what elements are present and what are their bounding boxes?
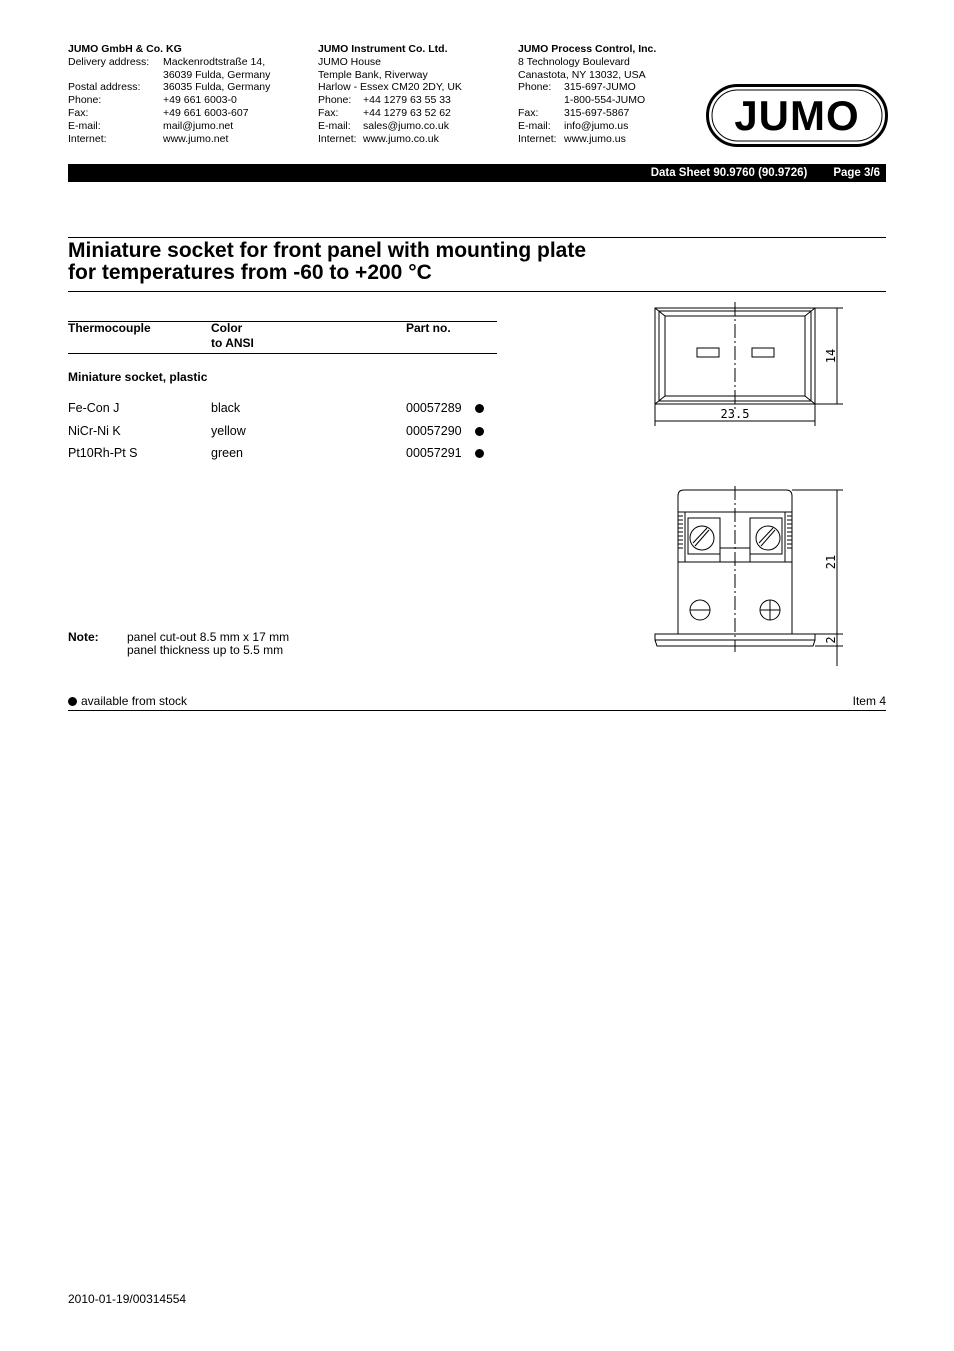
address-value: Temple Bank, Riverway xyxy=(318,68,428,81)
cell-thermocouple: NiCr-Ni K xyxy=(68,424,121,438)
dim-height-side-label: 21 xyxy=(824,554,838,570)
company-name: JUMO Instrument Co. Ltd. xyxy=(318,43,448,55)
cell-thermocouple: Fe-Con J xyxy=(68,401,120,415)
title-line-1: Miniature socket for front panel with mounting plate xyxy=(68,239,587,262)
address-label: E-mail: xyxy=(68,119,101,132)
note-line-1: panel cut-out 8.5 mm x 17 mm xyxy=(127,630,290,644)
address-label: Phone: xyxy=(318,94,352,107)
address-value: 36035 Fulda, Germany xyxy=(163,81,271,94)
address-value: info@jumo.us xyxy=(564,119,629,132)
address-label: Fax: xyxy=(68,106,89,119)
header-color-line-2: to ANSI xyxy=(211,336,254,350)
datasheet-bar xyxy=(68,164,886,182)
note-text xyxy=(127,631,289,656)
header-color xyxy=(211,321,254,351)
address-value: mail@jumo.net xyxy=(163,119,234,132)
cell-part-no: 00057291 xyxy=(406,446,462,460)
stock-legend-dot xyxy=(68,697,77,706)
address-value: +44 1279 63 55 33 xyxy=(363,94,451,107)
address-value: 36039 Fulda, Germany xyxy=(163,68,271,81)
address-label: E-mail: xyxy=(318,119,351,132)
cell-color: black xyxy=(211,401,241,415)
footer-rule xyxy=(68,710,886,711)
company-name: JUMO Process Control, Inc. xyxy=(518,43,657,55)
dim-width-label: 23.5 xyxy=(720,407,750,421)
address-value: sales@jumo.co.uk xyxy=(363,119,449,132)
address-value: www.jumo.net xyxy=(163,132,229,145)
address-label: E-mail: xyxy=(518,119,551,132)
item-number: Item 4 xyxy=(852,694,886,708)
logo-text: JUMO xyxy=(734,92,860,139)
company-name: JUMO GmbH & Co. KG xyxy=(68,43,182,55)
address-value: +44 1279 63 52 62 xyxy=(363,106,451,119)
address-label: Internet: xyxy=(68,132,107,145)
address-value: 315-697-5867 xyxy=(564,106,630,119)
cell-part-no: 00057290 xyxy=(406,424,462,438)
address-label: Fax: xyxy=(318,106,339,119)
title-rule-top xyxy=(68,237,886,238)
jumo-logo xyxy=(706,84,888,147)
address-value: 315-697-JUMO xyxy=(564,81,636,94)
title-line-2: for temperatures from -60 to +200 °C xyxy=(68,261,432,284)
note-line-2: panel thickness up to 5.5 mm xyxy=(127,642,284,657)
cell-part-no: 00057289 xyxy=(406,401,462,415)
stock-dot xyxy=(475,427,484,436)
address-value: www.jumo.co.uk xyxy=(363,132,439,145)
address-value: +49 661 6003-607 xyxy=(163,106,249,119)
address-value: www.jumo.us xyxy=(564,132,626,145)
page-title xyxy=(68,240,586,284)
address-label: Phone: xyxy=(518,81,552,94)
address-value: 1-800-554-JUMO xyxy=(564,94,646,107)
address-value: JUMO House xyxy=(318,55,382,68)
address-label: Internet: xyxy=(318,132,357,145)
address-value: 8 Technology Boulevard xyxy=(518,55,630,68)
dim-height-front-label: 14 xyxy=(824,348,838,364)
cell-color: green xyxy=(211,446,243,460)
address-block-usa xyxy=(518,43,656,145)
address-label: Fax: xyxy=(518,106,539,119)
header-thermocouple: Thermocouple xyxy=(68,321,151,335)
cell-color: yellow xyxy=(211,424,246,438)
address-label: Internet: xyxy=(518,132,557,145)
stock-dot xyxy=(475,449,484,458)
header-part-no: Part no. xyxy=(406,321,451,335)
note-label: Note: xyxy=(68,630,99,644)
cell-thermocouple: Pt10Rh-Pt S xyxy=(68,446,138,460)
address-label: Phone: xyxy=(68,94,102,107)
address-label xyxy=(518,94,564,107)
dim-plate-label: 2 xyxy=(824,636,838,644)
address-block-uk xyxy=(318,43,462,145)
address-value: Harlow - Essex CM20 2DY, UK xyxy=(318,81,462,94)
address-block-germany xyxy=(68,43,270,145)
page-number: Page 3/6 xyxy=(833,167,880,179)
address-label: Postal address: xyxy=(68,81,141,94)
side-view-drawing xyxy=(645,482,850,672)
stock-dot xyxy=(475,404,484,413)
title-rule-bottom xyxy=(68,291,886,292)
datasheet-number: Data Sheet 90.9760 (90.9726) xyxy=(650,167,808,179)
document-id: 2010-01-19/00314554 xyxy=(68,1292,187,1306)
address-value: +49 661 6003-0 xyxy=(163,94,237,107)
stock-legend: available from stock xyxy=(81,694,188,708)
address-value: Canastota, NY 13032, USA xyxy=(518,68,646,81)
address-label xyxy=(68,69,163,82)
header-color-line-1: Color xyxy=(211,321,243,335)
table-section-title: Miniature socket, plastic xyxy=(68,370,208,384)
front-view-drawing xyxy=(645,300,850,432)
table-rule-header xyxy=(68,353,497,354)
address-value: Mackenrodtstraße 14, xyxy=(163,55,266,68)
address-label: Delivery address: xyxy=(68,55,150,68)
